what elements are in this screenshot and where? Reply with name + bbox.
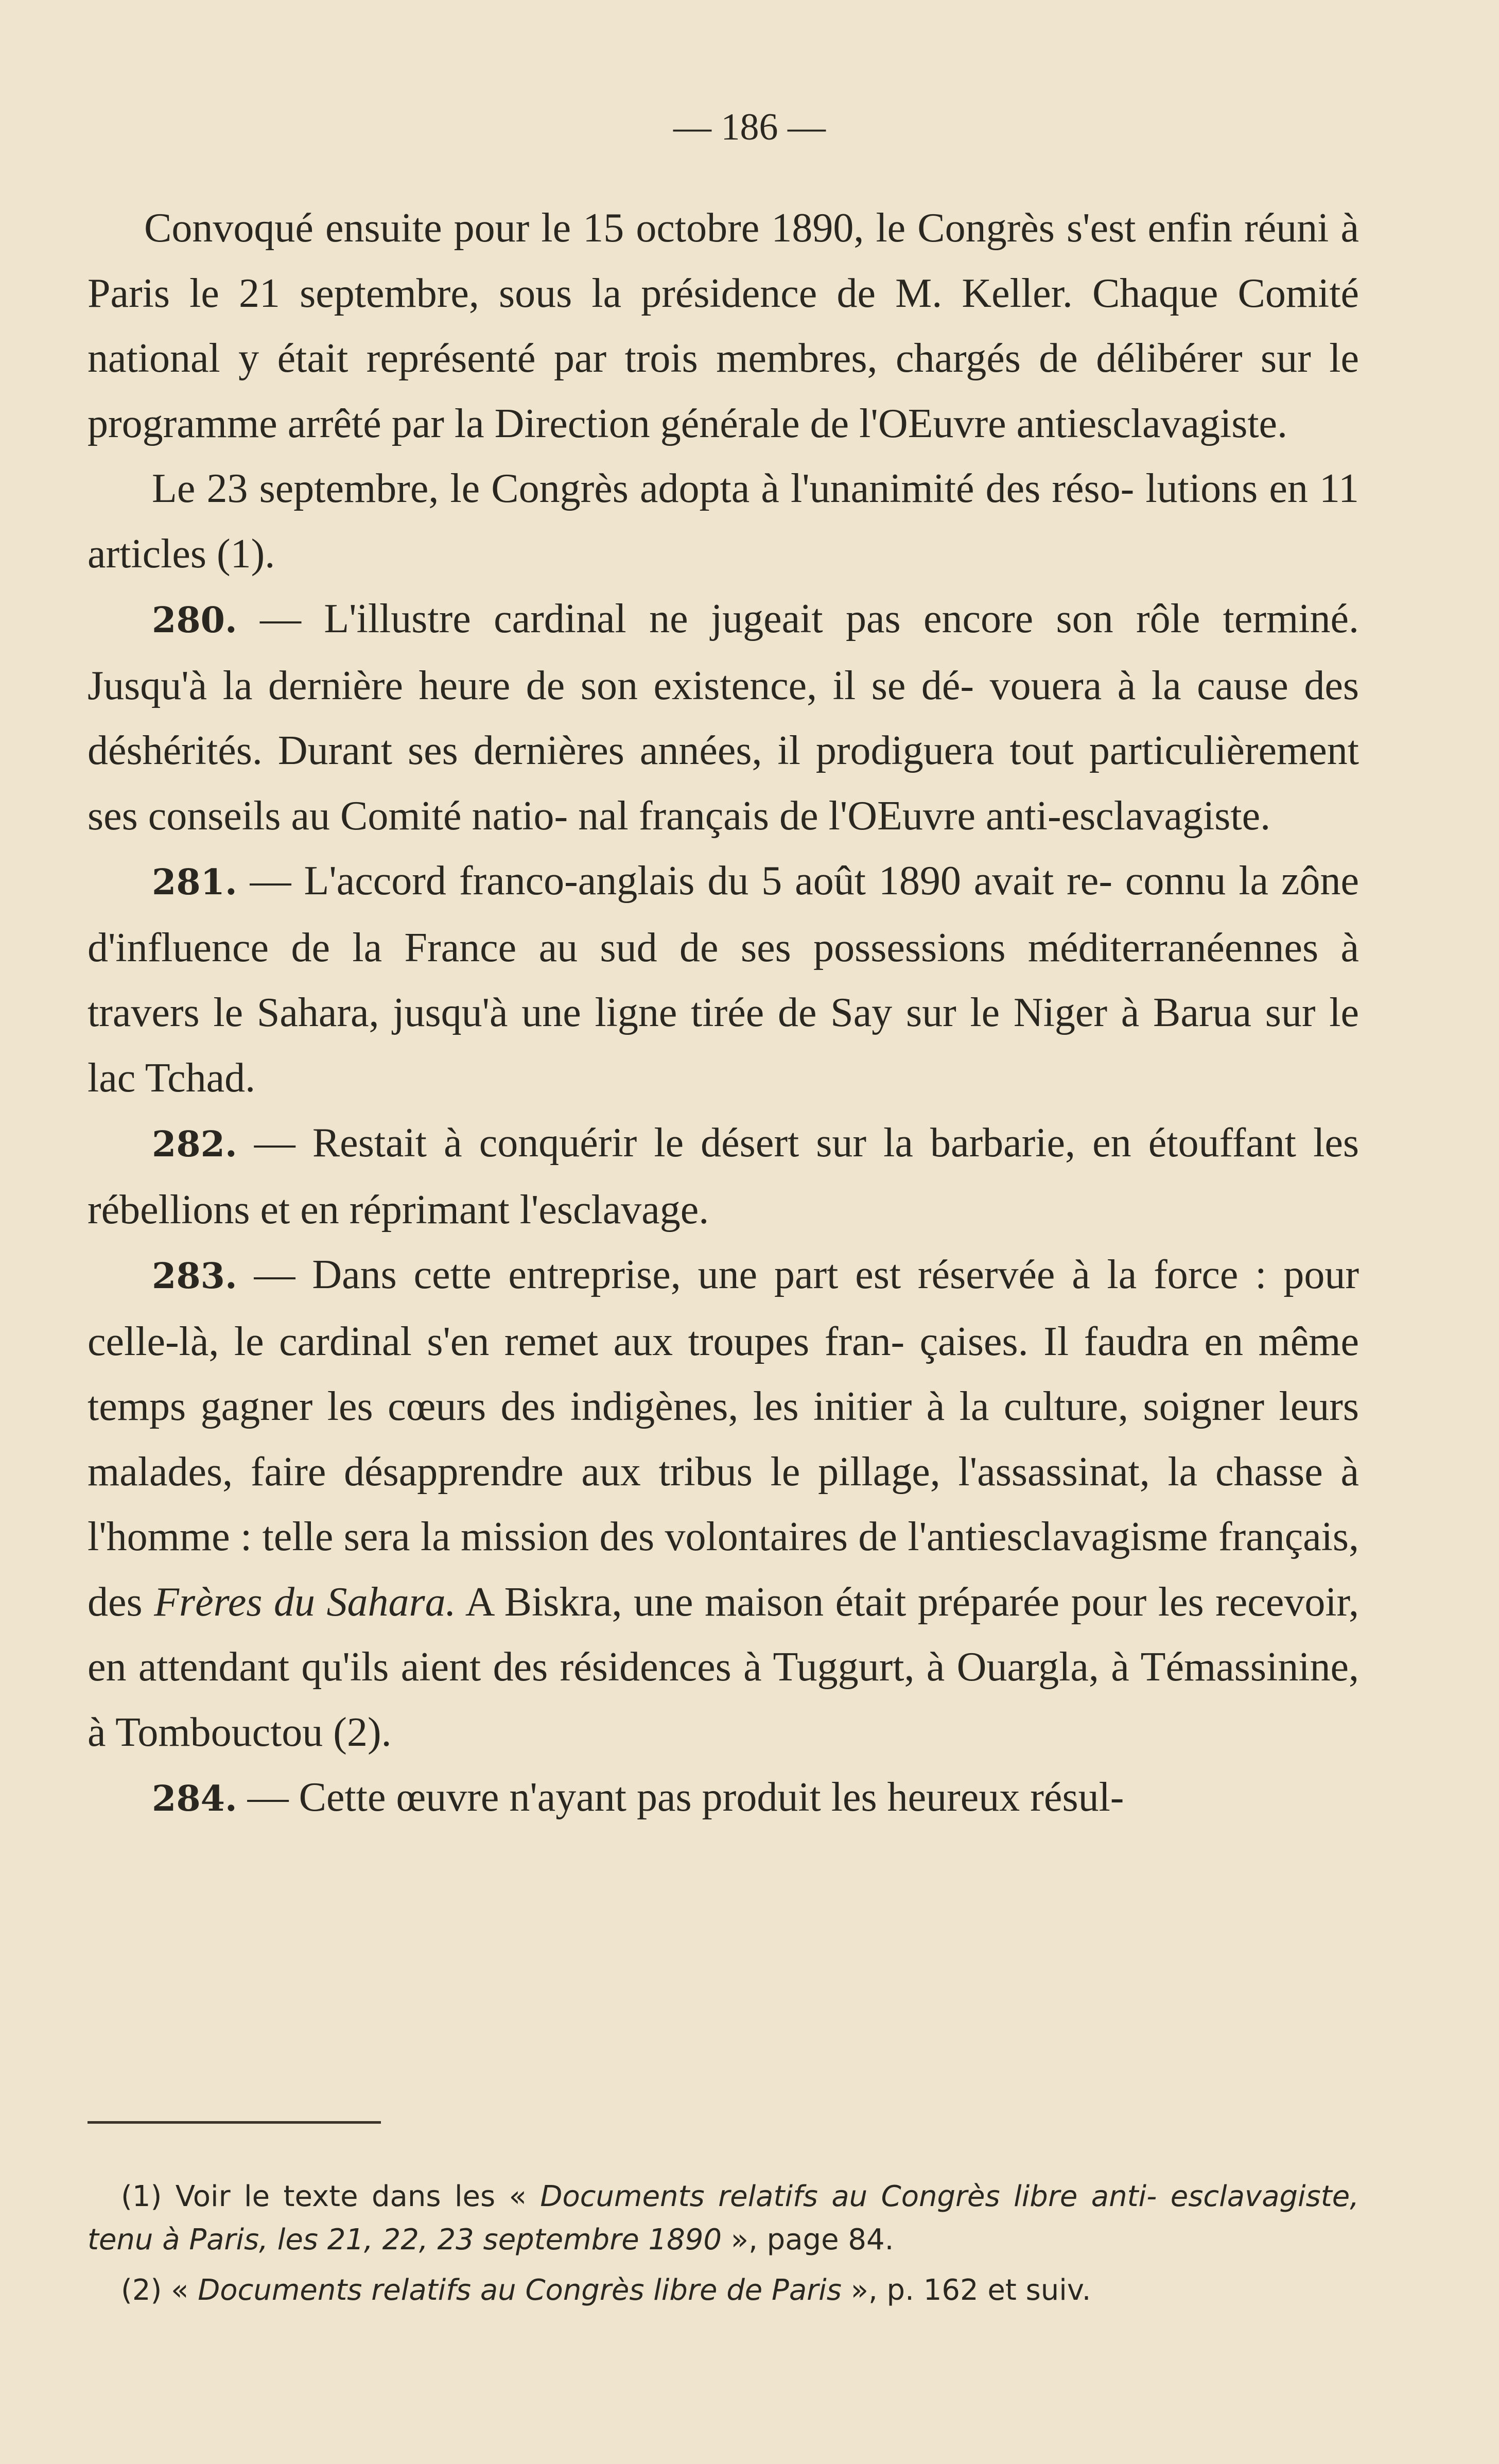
paragraph-number: 281. — [152, 862, 237, 903]
footnote-2 — [88, 2269, 1359, 2312]
footnote-text: (1) Voir le texte dans les « — [121, 2180, 541, 2213]
paragraph-congress-convened: Convoqué ensuite pour le 15 octobre 1890, le Congrès s'est enfin réuni à Paris le 21 septembre, sous la présidence de M. Keller. Chaque Comité national y était représenté par trois membres, chargés de délibérer sur le programme arrêté par la Direction générale de l'OEuvre antiesclavagiste. — [88, 205, 1359, 446]
paragraph-282 — [88, 1110, 1359, 1242]
paragraph-text: — L'accord franco-anglais du 5 août 1890 avait re- connu la zône d'influence de la France au sud de ses possessions méditerranéennes à travers le Sahara, jusqu'à une ligne tirée de Say sur le Niger à Barua sur le lac Tchad. — [88, 858, 1359, 1101]
paragraph-number: 284. — [152, 1778, 237, 1819]
paragraph-281 — [88, 848, 1359, 1110]
footnote-text: (2) « — [121, 2274, 198, 2307]
paragraph-text: — L'illustre cardinal ne jugeait pas encore son rôle terminé. Jusqu'à la dernière heure de son existence, il se dé- vouera à la cause des déshérités. Durant ses dernières années, il prodiguera tout particulièrement ses conseils au Comité natio- nal français de l'OEuvre anti-esclavagiste. — [88, 596, 1359, 839]
footnote-citation-title: Documents relatifs au Congrès libre anti- esclavagiste, tenu à Paris, les 21, 22, 23 septembre 1890 — [88, 2180, 1359, 2257]
paragraph-text: — Cette œuvre n'ayant pas produit les heureux résul- — [237, 1775, 1124, 1820]
paragraph-number: 283. — [152, 1256, 237, 1297]
paragraph-text: — Restait à conquérir le désert sur la barbarie, en étouffant les rébellions et en réprimant l'esclavage. — [88, 1120, 1359, 1233]
paragraph-284 — [88, 1765, 1359, 1832]
main-text — [88, 196, 1359, 1832]
paragraph-number: 282. — [152, 1124, 237, 1165]
footnote-text: », page 84. — [722, 2223, 894, 2257]
footnote-separator — [88, 2121, 381, 2124]
page-number: — 186 — — [673, 106, 826, 148]
paragraph-text: — Dans cette entreprise, une part est réservée à la force : pour celle-là, le cardinal s'en remet aux troupes fran- çaises. Il faudra en même temps gagner les cœurs des indigènes, les initier à la culture, soigner leurs malades, faire désapprendre aux tribus le pillage, l'assassinat, la chasse à l'homme : telle sera la mission des volontaires de l'antiesclavagisme français, des — [88, 1252, 1359, 1625]
footnote-citation-title: Documents relatifs au Congrès libre de Paris — [198, 2274, 842, 2307]
paragraph-text: A Biskra, une maison était préparée pour les recevoir, en attendant qu'ils aient des résidences à Tuggurt, à Ouargla, à Témassinine, à Tombouctou (2). — [88, 1579, 1359, 1755]
paragraph-283 — [88, 1242, 1359, 1765]
italic-text-freres-du-sahara: Frères du Sahara. — [154, 1579, 456, 1625]
paragraph-number: 280. — [152, 600, 237, 641]
paragraph-congress-resolutions: Le 23 septembre, le Congrès adopta à l'unanimité des réso- lutions en 11 articles (1). — [88, 466, 1359, 577]
footnote-1 — [88, 2175, 1359, 2262]
footnotes — [88, 2175, 1359, 2312]
paragraph-280 — [88, 586, 1359, 848]
footnote-text: », p. 162 et suiv. — [841, 2274, 1091, 2307]
